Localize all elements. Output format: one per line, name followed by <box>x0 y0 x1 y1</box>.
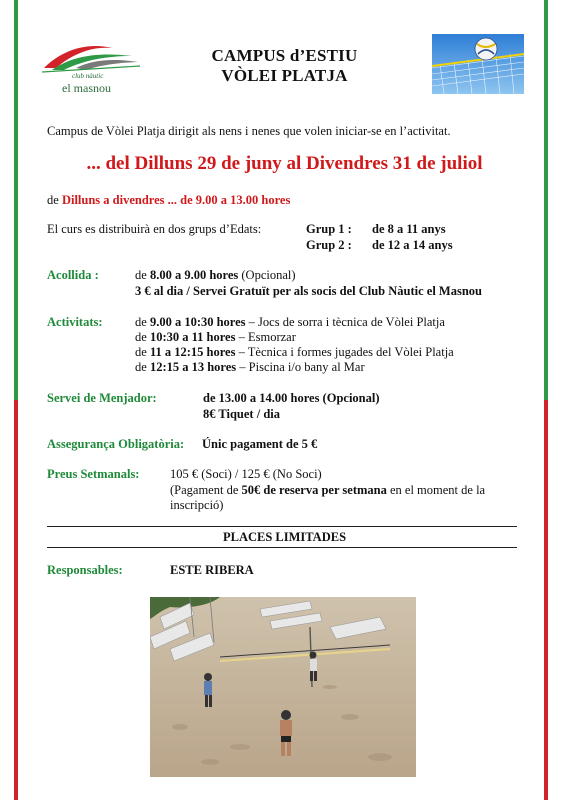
volleyball-image <box>432 34 524 94</box>
menjador-label: Servei de Menjador: <box>47 391 157 405</box>
preus-line3: inscripció) <box>170 498 224 512</box>
activity-row <box>135 345 454 360</box>
left-border-stripe <box>14 0 18 800</box>
activity-prefix: de <box>135 315 150 329</box>
activity-prefix: de <box>135 360 150 374</box>
page-title-line2: VÒLEI PLATJA <box>221 66 348 85</box>
activity-row <box>135 360 365 375</box>
activity-desc: – Tècnica i formes jugades del Vòlei Platja <box>235 345 454 359</box>
activity-desc: – Piscina i/o bany al Mar <box>236 360 365 374</box>
activity-desc: – Jocs de sorra i tècnica de Vòlei Platja <box>245 315 445 329</box>
activity-time: 12:15 a 13 hores <box>149 360 237 374</box>
activity-prefix: de <box>135 345 150 359</box>
acollida-optional: (Opcional) <box>238 268 296 282</box>
activity-prefix: de <box>135 330 150 344</box>
right-border-stripe <box>544 0 548 800</box>
responsables-label: Responsables: <box>47 563 123 577</box>
group1-name: Grup 1 : <box>306 222 352 236</box>
preus-label: Preus Setmanals: <box>47 467 140 481</box>
schedule-days: Dilluns a divendres ... de 9.00 a 13.00 hores <box>61 193 291 207</box>
acollida-label: Acollida : <box>47 268 99 282</box>
preus-line2 <box>170 483 485 498</box>
dates-headline: ... del Dilluns 29 de juny al Divendres 31 de juliol <box>86 153 483 174</box>
groups-intro: El curs es distribuirà en dos grups d’Edats: <box>47 222 262 236</box>
activity-desc: – Esmorzar <box>235 330 296 344</box>
divider-top <box>47 526 517 527</box>
activity-time: 10:30 a 11 hores <box>149 330 236 344</box>
logo-text-line2: el masnou <box>62 81 111 95</box>
activity-row <box>135 330 296 345</box>
places-limitades: PLACES LIMITADES <box>222 530 347 544</box>
activitats-label: Activitats: <box>47 315 103 329</box>
beach-scene-icon <box>150 597 416 777</box>
volleyball-net-icon <box>432 34 524 94</box>
acollida-line1 <box>135 268 296 283</box>
group2-name: Grup 2 : <box>306 238 352 252</box>
preus-line2-prefix: (Pagament de <box>170 483 242 497</box>
menjador-ticket: 8€ Tiquet / dia <box>203 407 280 421</box>
schedule-prefix: de <box>47 193 62 207</box>
acollida-hours: 8.00 a 9.00 hores <box>149 268 239 282</box>
preus-line1: 105 € (Soci) / 125 € (No Soci) <box>170 467 322 481</box>
divider-bottom <box>47 547 517 548</box>
activity-time: 11 a 12:15 hores <box>149 345 236 359</box>
group2-ages: de 12 a 14 anys <box>372 238 453 252</box>
preus-line2-suffix: en el moment de la <box>386 483 486 497</box>
logo-text-line1: club nàutic <box>72 72 104 80</box>
asseguranca-label: Assegurança Obligatòria: <box>47 437 185 451</box>
asseguranca-value: Únic pagament de 5 € <box>202 437 318 451</box>
preus-reserve: 50€ de reserva per setmana <box>241 483 387 497</box>
activity-row <box>135 315 445 330</box>
acollida-prefix: de <box>135 268 150 282</box>
responsables-value: ESTE RIBERA <box>170 563 254 577</box>
group1-ages: de 8 a 11 anys <box>372 222 446 236</box>
acollida-line2: 3 € al dia / Servei Gratuït per als socis del Club Nàutic el Masnou <box>135 284 482 298</box>
beach-volleyball-photo <box>150 597 416 777</box>
page-title-line1: CAMPUS d’ESTIU <box>211 46 358 65</box>
schedule-line <box>47 193 290 208</box>
intro-text: Campus de Vòlei Platja dirigit als nens i nenes que volen iniciar-se en l’activitat. <box>47 124 451 138</box>
activity-time: 9.00 a 10:30 hores <box>149 315 246 329</box>
menjador-hours: de 13.00 a 14.00 hores (Opcional) <box>203 391 380 405</box>
